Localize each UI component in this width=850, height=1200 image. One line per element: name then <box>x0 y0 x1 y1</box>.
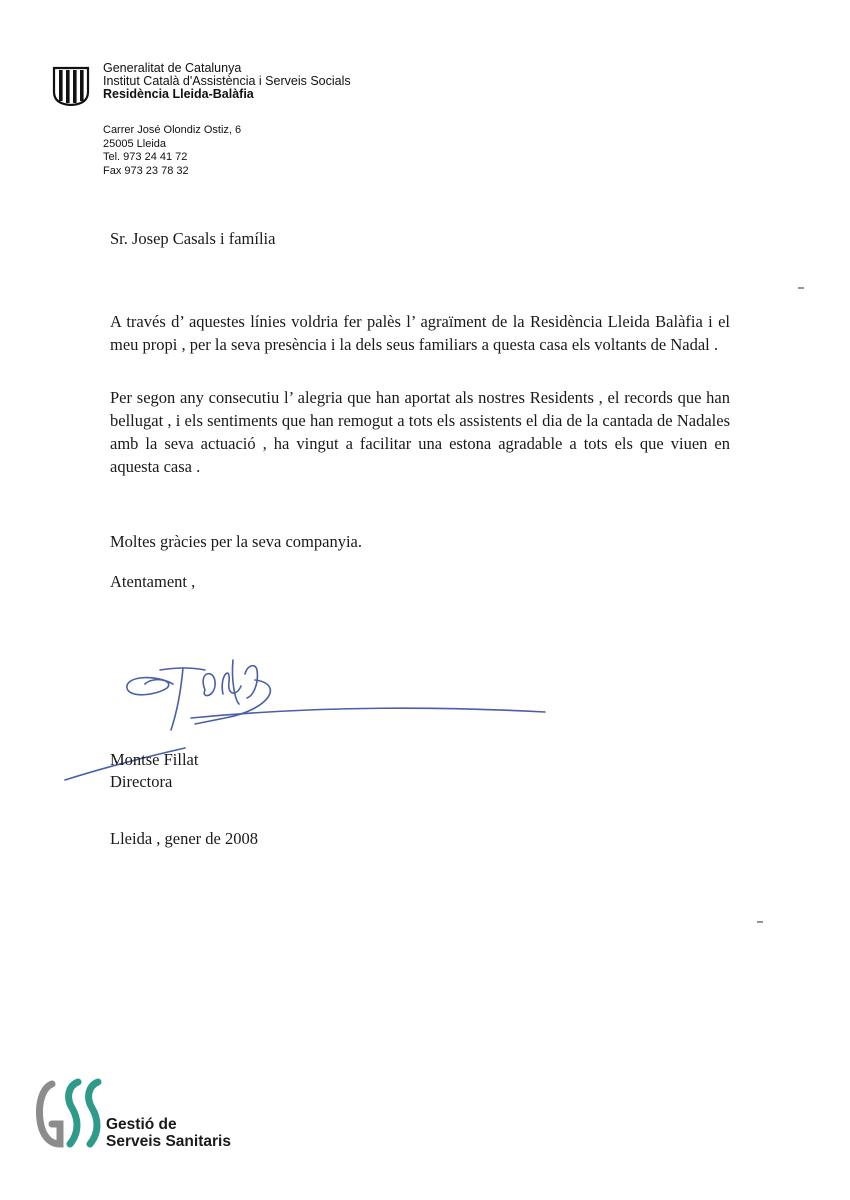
scan-speck <box>757 921 763 923</box>
paragraph-gratitude: A través d’ aquestes línies voldria fer palès l’ agraïment de la Residència Lleida Balàfia i el meu propi , per la seva presència i la dels seus familiars a questa casa els voltants de Nadal . <box>110 312 730 354</box>
address-block <box>103 124 241 178</box>
address-phone: Tel. 973 24 41 72 <box>103 151 188 163</box>
closing: Atentament , <box>110 572 196 591</box>
thanks-line: Moltes gràcies per la seva companyia. <box>110 532 362 551</box>
address-fax: Fax 973 23 78 32 <box>103 164 189 177</box>
organization-block <box>103 62 351 101</box>
gss-line2: Serveis Sanitaris <box>106 1133 231 1150</box>
signer-block <box>110 749 198 793</box>
address-street: Carrer José Olondiz Ostiz, 6 <box>103 124 242 136</box>
generalitat-stripes-icon <box>50 66 92 106</box>
org-name-institute: Institut Català d'Assistència i Serveis Socials <box>103 74 351 88</box>
gss-logo-icon <box>34 1078 104 1150</box>
gss-brand-text <box>106 1116 231 1150</box>
paragraph-residents: Per segon any consecutiu l’ alegria que han aportat als nostres Residents , el records que han bellugat , i els sentiments que han remogut a tots els assistents el dia de la cantada de Nadales amb la seva actuació , ha vingut a facilitar una estona agradable a tots els que viuen en aquesta casa . <box>110 388 730 476</box>
signer-title: Directora <box>110 772 173 791</box>
recipient: Sr. Josep Casals i família <box>110 229 276 248</box>
gss-line1: Gestió de <box>106 1116 177 1133</box>
signer-name: Montse Fillat <box>110 750 199 769</box>
org-name-residence: Residència Lleida-Balàfia <box>103 87 254 101</box>
scan-speck <box>798 287 804 289</box>
org-name-generalitat: Generalitat de Catalunya <box>103 61 242 75</box>
address-city: 25005 Lleida <box>103 137 167 150</box>
place-date: Lleida , gener de 2008 <box>110 829 258 848</box>
